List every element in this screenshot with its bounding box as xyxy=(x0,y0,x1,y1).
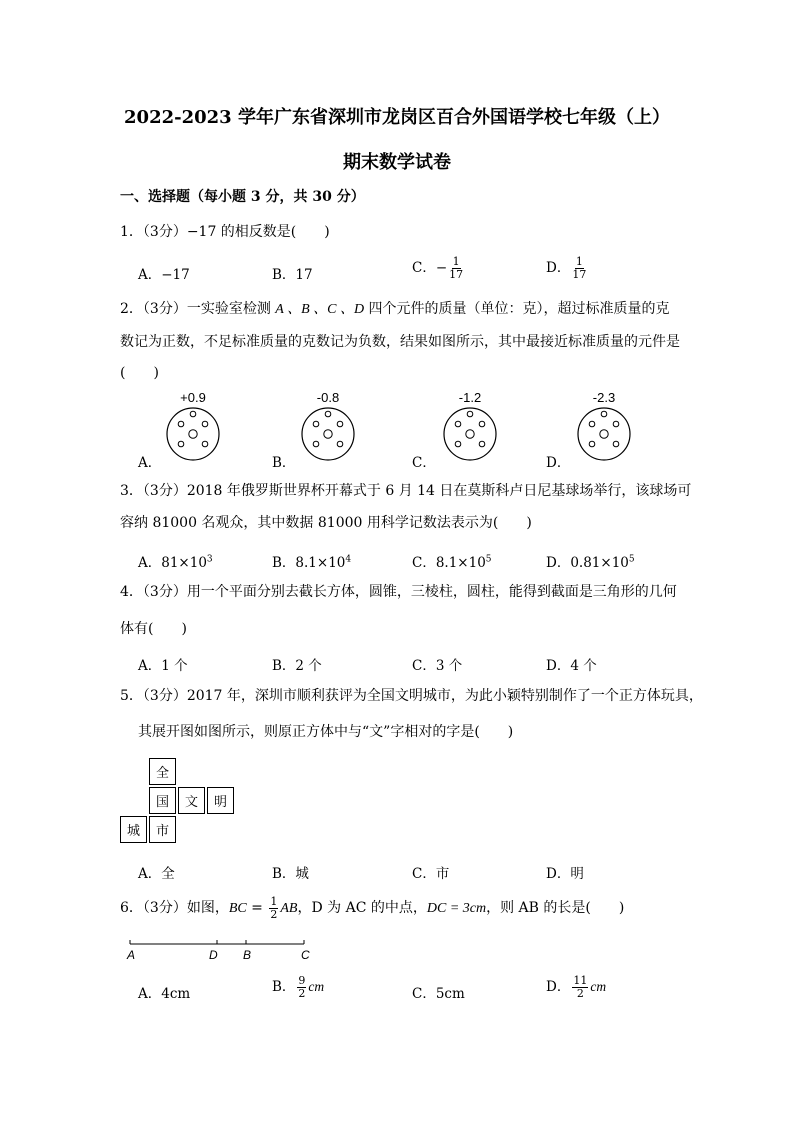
q1-option-a: A．−17 xyxy=(138,267,190,283)
q5-option-c: C．市 xyxy=(412,866,450,882)
question-4-line-2: 体有( ) xyxy=(120,621,187,637)
component-c xyxy=(444,390,496,460)
question-4-line-1: 4．（3分）用一个平面分别去截长方体，圆锥，三棱柱，圆柱，能得到截面是三角形的几何 xyxy=(120,584,677,600)
q2-option-b: B． xyxy=(272,455,296,471)
q1-option-d xyxy=(546,256,588,281)
q3-option-d: D．$0.81\times 10^5$ xyxy=(546,554,635,571)
net-cell-quan: 全 xyxy=(149,758,176,785)
net-cell-cheng: 城 xyxy=(120,816,147,843)
question-3-line-1: 3．（3分）2018 年俄罗斯世界杯开幕式于 6 月 14 日在莫斯科卢日尼基球场举行，该球场可 xyxy=(120,483,692,499)
q6-option-c: C．5cm xyxy=(412,986,465,1002)
section-header: 一、选择题（每小题 3 分，共 30 分） xyxy=(120,189,365,205)
point-c-label: C xyxy=(301,948,310,962)
component-a xyxy=(167,390,219,460)
q2-variables: A 、B 、C 、D xyxy=(275,302,365,317)
q1-option-d-prefix: D． xyxy=(546,260,571,276)
q6-segment-figure xyxy=(120,935,320,963)
q1-option-c-prefix: C．− xyxy=(412,260,448,276)
q2-option-a: A． xyxy=(138,455,162,471)
q1-option-c xyxy=(412,256,465,281)
q3-option-b: B．$8.1\times 10^4$ xyxy=(272,554,352,571)
q4-option-b: B．2 个 xyxy=(272,658,322,674)
component-d-value: -2.3 xyxy=(592,390,616,405)
question-3-line-2: 容纳 81000 名观众，其中数据 81000 用科学记数法表示为( ) xyxy=(120,515,532,531)
q2-option-c: C． xyxy=(412,455,436,471)
component-b xyxy=(302,390,354,460)
net-cell-guo: 国 xyxy=(149,787,176,814)
question-2-line-2: 数记为正数，不足标准质量的克数记为负数，结果如图所示，其中最接近标准质量的元件是 xyxy=(120,334,680,350)
component-d xyxy=(578,390,630,460)
component-c-value: -1.2 xyxy=(458,390,482,405)
question-6-text: 6．（3分）如图，BC = $\frac{1}{2}$ AB，D 为 AC 的中点，DC = 3cm，则 AB 的长是( ) xyxy=(120,895,625,921)
q6-option-b: B． $\frac{9}{2}$ cm xyxy=(272,974,325,1000)
question-2-line-3: ( ) xyxy=(120,365,159,381)
net-cell-shi: 市 xyxy=(149,816,176,843)
point-d-label: D xyxy=(209,948,218,962)
question-5-line-1: 5．（3分）2017 年，深圳市顺利获评为全国文明城市，为此小颖特别制作了一个正方体玩具， xyxy=(120,688,703,704)
net-cell-ming: 明 xyxy=(207,787,234,814)
q1-option-c-fraction: $\frac{1}{17}$ xyxy=(449,255,464,281)
q1-option-d-fraction: $\frac{1}{17}$ xyxy=(572,255,587,281)
q6-option-d-fraction: $\frac{11}{2}$ xyxy=(573,974,588,1000)
q3-option-c: C．$8.1\times 10^5$ xyxy=(412,554,492,571)
q1-option-b: B．17 xyxy=(272,267,313,283)
q6-option-b-fraction: $\frac{9}{2}$ xyxy=(298,974,306,1000)
point-a-label: A xyxy=(127,948,136,962)
question-2-line-1: 2．（3分）一实验室检测 A 、B 、C 、D 四个元件的质量（单位：克），超过标准质量的克 xyxy=(120,301,670,317)
point-b-label: B xyxy=(243,948,252,962)
page-subtitle: 期末数学试卷 xyxy=(343,152,451,173)
q4-option-d: D．4 个 xyxy=(546,658,597,674)
page-title: 2022-2023 学年广东省深圳市龙岗区百合外国语学校七年级（上） xyxy=(124,107,670,128)
q6-option-d: D． $\frac{11}{2}$ cm xyxy=(546,974,607,1000)
q5-option-d: D．明 xyxy=(546,866,584,882)
q2-option-d: D． xyxy=(546,455,571,471)
q4-option-c: C．3 个 xyxy=(412,658,463,674)
q6-half-fraction: $\frac{1}{2}$ xyxy=(270,895,278,921)
q2-figure xyxy=(120,384,660,470)
question-1-text: 1．（3分）−17 的相反数是( ) xyxy=(120,224,330,240)
component-a-value: +0.9 xyxy=(180,390,206,405)
question-5-line-2: 其展开图如图所示，则原正方体中与“文”字相对的字是( ) xyxy=(138,724,514,740)
q3-option-a: A．$81\times 10^3$ xyxy=(138,554,213,571)
q5-option-b: B．城 xyxy=(272,866,309,882)
net-cell-wen: 文 xyxy=(178,787,205,814)
q5-option-a: A．全 xyxy=(138,866,175,882)
q6-option-a: A．4cm xyxy=(138,986,191,1002)
component-b-value: -0.8 xyxy=(316,390,340,405)
q4-option-a: A．1 个 xyxy=(138,658,188,674)
